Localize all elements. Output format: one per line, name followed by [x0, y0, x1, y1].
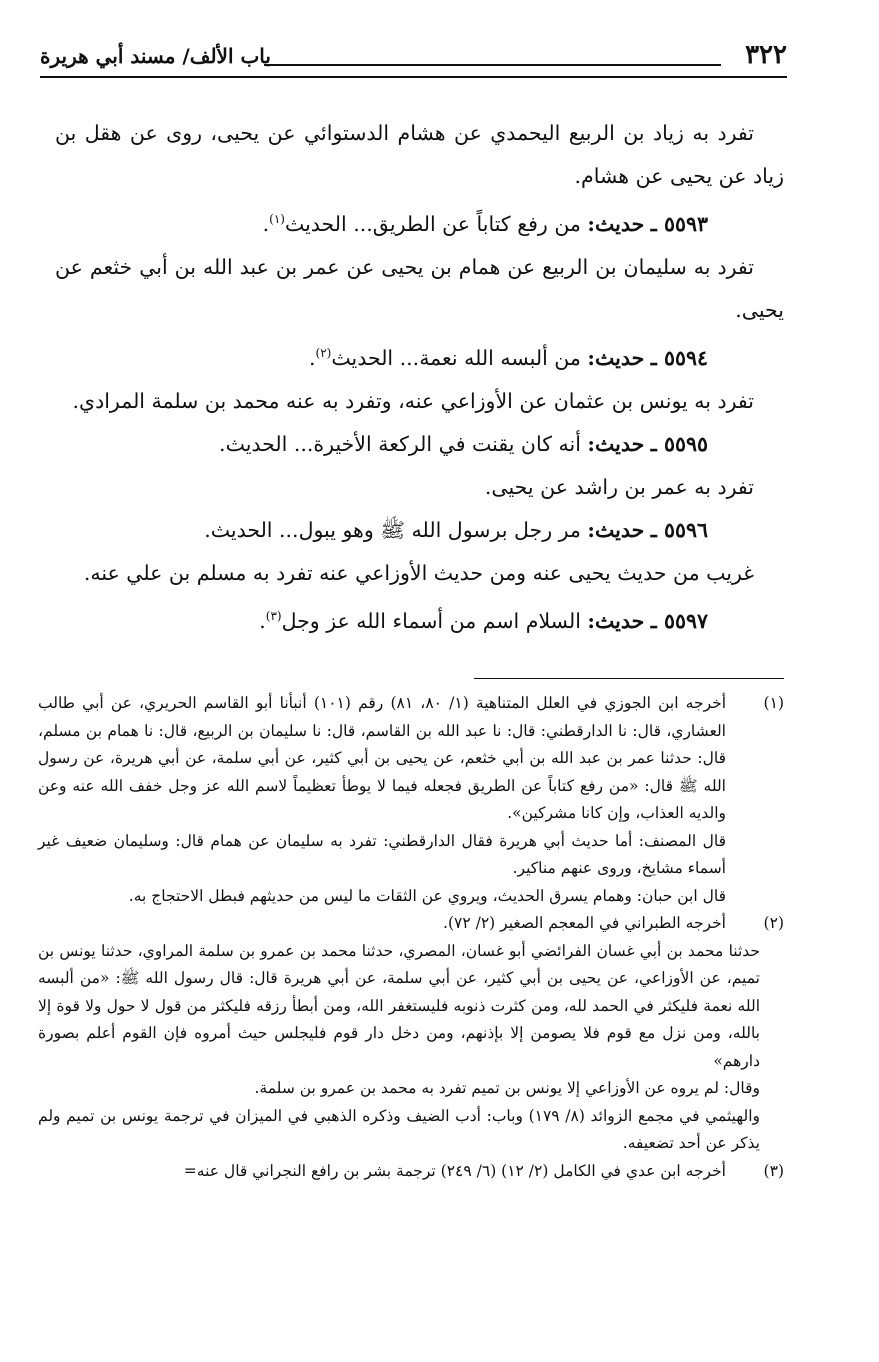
entry-number: ٥٥٩٥ ـ — [650, 431, 708, 456]
entry-text: مر رجل برسول الله ﷺ وهو يبول... الحديث. — [204, 517, 588, 542]
header-rule — [40, 76, 787, 78]
hadith-entry-5595 — [55, 423, 784, 466]
entry-text: من ألبسه الله نعمة... الحديث — [331, 345, 588, 370]
entry-number: ٥٥٩٤ ـ — [650, 345, 708, 370]
hadith-entry-5594: ٥٥٩٤ ـ حديث: من ألبسه الله نعمة... الحديث$^{(٢)}$. — [309, 345, 708, 370]
main-text — [55, 112, 784, 642]
footnote-number: (٣) — [763, 1161, 784, 1180]
footnote-3 — [38, 1158, 784, 1186]
footnotes — [38, 690, 784, 1185]
entry-number: ٥٥٩٧ ـ — [650, 608, 708, 633]
footnote-text: أخرجه ابن عدي في الكامل (٢/ ١٢) (٦/ ٢٤٩) ترجمة بشر بن رافع النجراني قال عنه= — [183, 1161, 726, 1180]
footnote-paragraph: قال المصنف: أما حديث أبي هريرة فقال الدارقطني: تفرد به سليمان عن همام قال: وسليمان ضعيف غير أسماء مشايخ، وروى عنهم مناكير. — [38, 831, 726, 877]
page-number: ٣٢٢ — [745, 40, 787, 70]
entry-label: حديث: — [587, 345, 645, 370]
footnote-paragraph: قال ابن حبان: وهمام يسرق الحديث، ويروي عن الثقات ما ليس من حديثهم فبطل الاحتجاج به. — [128, 886, 726, 905]
paragraph: تفرد به يونس بن عثمان عن الأوزاعي عنه، وتفرد به عنه محمد بن سلمة المرادي. — [72, 388, 754, 413]
page-header — [40, 40, 787, 80]
hadith-entry-5593: ٥٥٩٣ ـ حديث: من رفع كتاباً عن الطريق... الحديث$^{(١)}$. — [262, 211, 708, 236]
footnote-number: (١) — [763, 694, 784, 712]
footnote-ref[interactable]: (١) — [269, 212, 285, 226]
footnote-separator — [474, 678, 784, 679]
footnote-number: (٢) — [763, 914, 784, 932]
footnote-text: أخرجه ابن الجوزي في العلل المتناهية (١/ ٨٠، ٨١) رقم (١٠١) أنبأنا أبو القاسم الحريري، عن أبي طالب العشاري، قال: نا الدارقطني: قال: نا عبد الله بن القاسم، قال: نا سليمان بن الربيع، قال: نا همام بن مسلم، قال: حدثنا عمر بن عبد الله بن أبي خثعم، عن يحيى بن أبي كثير، عن أبي سلمة، عن أبي هريرة، عن رسول الله ﷺ قال: «من رفع كتاباً عن الطريق فجعله فيما لا يوطأ تعظيماً لاسم الله عز وجل خفف الله عنه وعن والديه العذاب، وإن كانا مشركين». — [38, 694, 727, 822]
entry-label: حديث: — [587, 608, 645, 633]
entry-number: ٥٥٩٣ ـ — [650, 211, 708, 236]
paragraph: تفرد به عمر بن راشد عن يحيى. — [484, 474, 754, 499]
entry-text: السلام اسم من أسماء الله عز وجل — [281, 608, 588, 633]
hadith-entry-5597: ٥٥٩٧ ـ حديث: السلام اسم من أسماء الله عز وجل$^{(٣)}$. — [259, 608, 708, 633]
footnote-ref[interactable]: (٣) — [265, 608, 282, 623]
entry-label: حديث: — [587, 211, 645, 236]
footnote-paragraph: حدثنا محمد بن أبي غسان الفرائضي أبو غسان، المصري، حدثنا محمد بن عمرو بن سلمة المراوي، حدثنا يونس بن تميم، عن الأوزاعي، عن يحيى بن أبي كثير، عن أبي سلمة، عن أبي هريرة قال: قال رسول الله ﷺ: «من ألبسه الله نعمة فليكثر في الحمد لله، ومن كثرت ذنوبه فليستغفر الله، ومن أبطأ رزقه فليكثر من قول لا حول ولا قوة إلا بالله، ومن نزل مع قوم فلا يصومن إلا بإذنهم، ومن دخل دار قوم فليجلس حيث أمروه فإن القوم أعلم بصورة دارهم» — [38, 941, 760, 1070]
paragraph: تفرد به سليمان بن الربيع عن همام بن يحيى عن عمر بن عبد الله بن أبي خثعم عن يحيى. — [55, 254, 784, 322]
footnote-paragraph: وقال: لم يروه عن الأوزاعي إلا يونس بن تميم تفرد به محمد بن عمرو بن سلمة. — [254, 1079, 760, 1097]
entry-text: من رفع كتاباً عن الطريق... الحديث — [284, 211, 588, 236]
footnote-paragraph: والهيثمي في مجمع الزوائد (٨/ ١٧٩) وباب: أدب الضيف وذكره الذهبي في الميزان في ترجمة يونس بن تميم ولم يذكر عن أحد تضعيفه. — [38, 1106, 761, 1152]
entry-label: حديث: — [587, 517, 645, 542]
footnote-text: أخرجه الطبراني في المعجم الصغير (٢/ ٧٢). — [443, 914, 726, 932]
entry-label: حديث: — [587, 431, 645, 456]
running-title: باب الألف/ مسند أبي هريرة — [40, 44, 271, 68]
paragraph: تفرد به زياد بن الربيع اليحمدي عن هشام الدستوائي عن يحيى، روى عن هقل بن زياد عن يحيى عن هشام. — [55, 121, 784, 188]
footnote-ref[interactable]: (٢) — [315, 345, 332, 360]
hadith-entry-5596 — [55, 509, 784, 552]
footnote-2 — [38, 910, 784, 938]
entry-number: ٥٥٩٦ ـ — [650, 517, 708, 542]
header-line — [264, 64, 721, 66]
entry-text: أنه كان يقنت في الركعة الأخيرة... الحديث. — [219, 431, 588, 456]
footnote-1 — [38, 690, 784, 828]
paragraph: غريب من حديث يحيى عنه ومن حديث الأوزاعي عنه تفرد به مسلم بن علي عنه. — [83, 560, 754, 585]
